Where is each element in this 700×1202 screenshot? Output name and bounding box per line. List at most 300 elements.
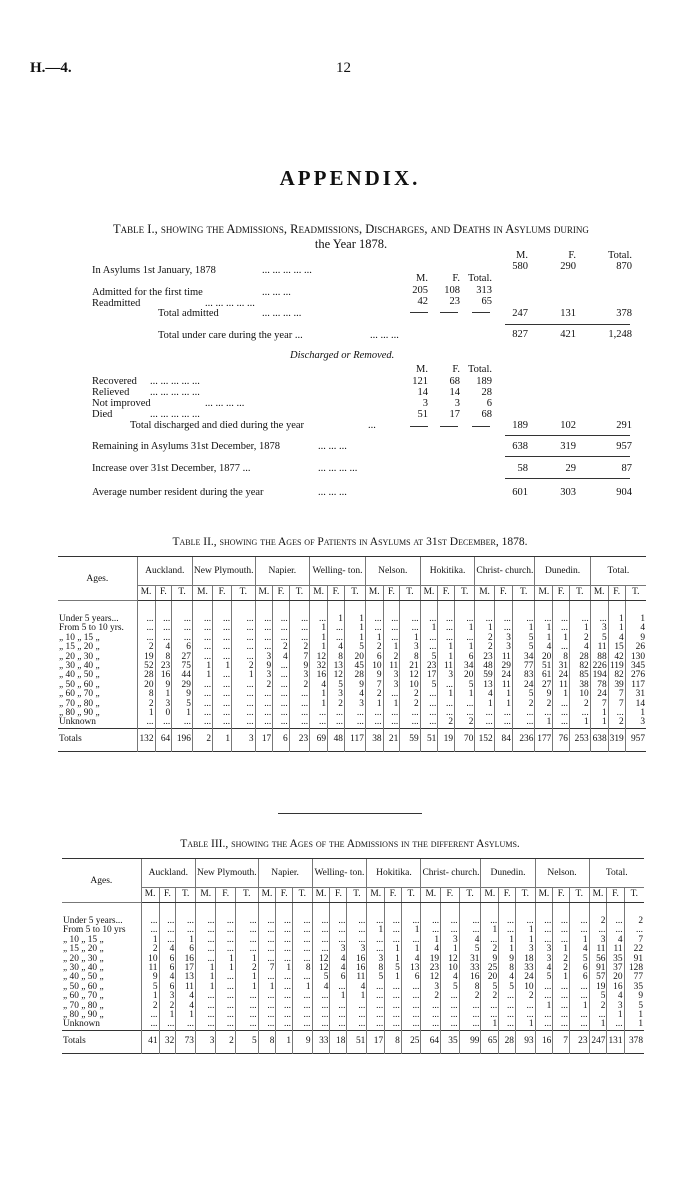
total-value: 18 [330, 1030, 347, 1053]
total-value: 65 [481, 1030, 499, 1053]
cell-value: 3 [438, 671, 455, 680]
sex-header: M. [589, 888, 607, 903]
table-row [62, 936, 644, 945]
cell-value: 1 [438, 643, 455, 652]
cell-value: 2 [589, 917, 607, 926]
cell-value: ... [569, 992, 589, 1001]
cell-value: 9 [481, 955, 499, 964]
cell-value: 2 [141, 1002, 159, 1011]
sex-header: F. [608, 586, 625, 601]
cell-value: ... [420, 615, 438, 624]
cell-value: ... [192, 681, 212, 690]
totals-row [62, 1030, 644, 1053]
total-value: 17 [255, 728, 273, 751]
sex-header: T. [569, 586, 590, 601]
cell-value: ... [438, 709, 455, 718]
cell-value: 2 [255, 681, 273, 690]
cell-value: ... [293, 1020, 312, 1030]
cell-value: 1 [512, 624, 535, 633]
cell-value: ... [385, 917, 402, 926]
cell-value: 1 [176, 936, 196, 945]
cell-value: 33 [515, 964, 535, 973]
cell-value: ... [367, 983, 385, 992]
cell-value: 3 [155, 700, 172, 709]
cell-value: ... [235, 1011, 258, 1020]
cell-value: 28 [137, 671, 155, 680]
total-discharged-f: 102 [560, 420, 576, 431]
cell-value: 16 [607, 983, 624, 992]
table-row [58, 718, 646, 728]
cell-value: 13 [401, 964, 421, 973]
cell-value: ... [608, 709, 625, 718]
cell-value: 3 [590, 624, 608, 633]
total-value: 7 [553, 1030, 570, 1053]
cell-value: 10 [569, 690, 590, 699]
cell-value: ... [176, 926, 196, 935]
discharged-row-m: 51 [417, 409, 428, 420]
cell-value: 6 [159, 983, 176, 992]
cell-value: 5 [420, 681, 438, 690]
cell-value: 1 [590, 709, 608, 718]
total-value: 64 [155, 728, 172, 751]
cell-value: ... [216, 917, 235, 926]
dis-rule-m [410, 426, 428, 427]
table-row [58, 700, 646, 709]
cell-value: ... [289, 624, 309, 633]
cell-value: ... [213, 681, 232, 690]
table-row [62, 1002, 644, 1011]
cell-value: ... [258, 926, 276, 935]
cell-value: ... [494, 709, 512, 718]
cell-value: ... [400, 624, 420, 633]
cell-value: 59 [475, 671, 494, 680]
cell-value: 1 [383, 700, 400, 709]
readmitted-t: 65 [481, 296, 492, 307]
cell-value: ... [213, 700, 232, 709]
cell-value: 78 [590, 681, 608, 690]
cell-value: 1 [172, 709, 193, 718]
cell-value: 12 [310, 653, 328, 662]
cell-value: ... [276, 945, 293, 954]
cell-value: 1 [607, 1011, 624, 1020]
discharged-row-f: 17 [449, 409, 460, 420]
cell-value: ... [137, 615, 155, 624]
cell-value: 4 [328, 643, 345, 652]
cell-value: 52 [137, 662, 155, 671]
sex-header: F. [159, 888, 176, 903]
cell-value: ... [172, 718, 193, 728]
cell-value: ... [213, 690, 232, 699]
cell-value: ... [255, 615, 273, 624]
cell-value: ... [172, 634, 193, 643]
table-row [62, 926, 644, 935]
cell-value: 6 [455, 653, 475, 662]
cell-value: ... [420, 700, 438, 709]
cell-value: 3 [383, 671, 400, 680]
cell-value: ... [312, 1011, 330, 1020]
cell-value: 1 [344, 615, 365, 624]
cell-value: ... [367, 992, 385, 1001]
cell-value: 119 [609, 661, 624, 672]
cell-value: 5 [141, 983, 159, 992]
cell-value: ... [258, 992, 276, 1001]
cell-value: ... [420, 634, 438, 643]
cell-value: 24 [590, 690, 608, 699]
cell-value: 1 [455, 690, 475, 699]
table-row [62, 992, 644, 1001]
cell-value: ... [312, 917, 330, 926]
cell-value: 3 [289, 671, 309, 680]
cell-value: ... [365, 615, 383, 624]
cell-value: 1 [455, 624, 475, 633]
cell-value: 3 [494, 643, 512, 652]
total-value: 38 [365, 728, 383, 751]
ages-header: Ages. [62, 859, 141, 903]
cell-value: 1 [475, 700, 494, 709]
cell-value: ... [385, 992, 402, 1001]
asylum-header: Napier. [255, 557, 310, 586]
cell-value: ... [365, 718, 383, 728]
discharged-row-dots: ... ... ... ... [205, 398, 245, 409]
section-divider [278, 813, 422, 814]
cell-value: 13 [475, 681, 494, 690]
cell-value: 4 [535, 964, 553, 973]
cell-value: 1 [569, 1002, 589, 1011]
in-asylums-m: 580 [512, 261, 528, 272]
total-value: 638 [590, 728, 608, 751]
cell-value: 3 [255, 653, 273, 662]
cell-value: 130 [625, 653, 646, 662]
cell-value: ... [258, 1011, 276, 1020]
cell-value: 1 [494, 690, 512, 699]
cell-value: ... [289, 690, 309, 699]
appendix-title: APPENDIX. [279, 166, 421, 190]
cell-value: 1 [328, 615, 345, 624]
cell-value: ... [155, 634, 172, 643]
cell-value: 5 [328, 681, 345, 690]
total-value: 21 [383, 728, 400, 751]
sex-header: M. [137, 586, 155, 601]
cell-value: 2 [400, 690, 420, 699]
total-value: 9 [293, 1030, 312, 1053]
cell-value: 20 [535, 653, 553, 662]
dis-rule-t [472, 426, 490, 427]
discharged-row-m: 14 [417, 387, 428, 398]
cell-value: 8 [293, 964, 312, 973]
cell-value: ... [512, 615, 535, 624]
cell-value: ... [455, 634, 475, 643]
cell-value: ... [293, 1011, 312, 1020]
cell-value: 1 [624, 1011, 644, 1020]
cell-value: ... [276, 983, 293, 992]
cell-value: 37 [607, 964, 624, 973]
asylum-header: Auckland. [137, 557, 192, 586]
total-value: 51 [420, 728, 438, 751]
sex-header: T. [512, 586, 535, 601]
cell-value: 25 [481, 964, 499, 973]
cell-value: ... [494, 615, 512, 624]
cell-value: 3 [255, 671, 273, 680]
cell-value: 22 [624, 945, 644, 954]
cell-value: ... [276, 1002, 293, 1011]
sum-rule-2 [505, 435, 630, 436]
total-value: 2 [216, 1030, 235, 1053]
cell-value: ... [213, 615, 232, 624]
cell-value: 20 [481, 973, 499, 982]
cell-value: 2 [273, 643, 290, 652]
cell-value: ... [330, 917, 347, 926]
asylum-header: New Plymouth. [195, 859, 258, 888]
cell-value: 1 [213, 662, 232, 671]
cell-value: ... [441, 926, 460, 935]
cell-value: 9 [625, 634, 646, 643]
cell-value: 1 [624, 1020, 644, 1030]
cell-value: ... [607, 926, 624, 935]
cell-value: ... [475, 709, 494, 718]
cell-value: ... [216, 926, 235, 935]
cell-value: 39 [608, 681, 625, 690]
cell-value: 4 [569, 945, 589, 954]
cell-value: 1 [258, 983, 276, 992]
cell-value: 85 [569, 671, 590, 680]
remaining-f: 319 [560, 441, 576, 452]
adm-rule-m [410, 312, 428, 313]
cell-value: 1 [438, 690, 455, 699]
age-label: „ 30 „ 40 „ [59, 661, 100, 672]
cell-value: ... [293, 1002, 312, 1011]
cell-value: 16 [347, 955, 367, 964]
cell-value: 1 [310, 643, 328, 652]
discharged-row-t: 28 [481, 387, 492, 398]
cell-value: 1 [553, 634, 570, 643]
age-label: „ 50 „ 60 „ [59, 679, 100, 690]
total-value: 3 [232, 728, 256, 751]
cell-value: 5 [512, 690, 535, 699]
cell-value: 8 [400, 653, 420, 662]
sex-header: T. [232, 586, 256, 601]
cell-value: ... [192, 634, 212, 643]
sex-header: F. [385, 888, 402, 903]
cell-value: ... [255, 718, 273, 728]
age-label: „ 70 „ 80 „ [63, 1000, 104, 1011]
table-row [62, 1011, 644, 1020]
cell-value: 5 [512, 634, 535, 643]
cell-value: 91 [589, 964, 607, 973]
asylum-header: Welling- ton. [310, 557, 366, 586]
cell-value: ... [383, 634, 400, 643]
cell-value: ... [421, 1020, 441, 1030]
cell-value: ... [494, 624, 512, 633]
cell-value: ... [459, 1011, 481, 1020]
total-value: 5 [235, 1030, 258, 1053]
age-label: „ 50 „ 60 „ [63, 981, 104, 992]
cell-value: 21 [400, 662, 420, 671]
adm-rule-t [472, 312, 490, 313]
cell-value: 35 [624, 983, 644, 992]
cell-value: 42 [608, 653, 625, 662]
age-label: Under 5 years... [59, 614, 119, 624]
cell-value: ... [383, 615, 400, 624]
cell-value: 82 [608, 671, 625, 680]
cell-value: ... [383, 718, 400, 728]
total-value: 2 [192, 728, 212, 751]
average-m: 601 [512, 487, 528, 498]
cell-value: ... [420, 709, 438, 718]
cell-value: 3 [515, 945, 535, 954]
cell-value: ... [438, 700, 455, 709]
cell-value: ... [310, 718, 328, 728]
cell-value: ... [276, 1011, 293, 1020]
cell-value: 6 [176, 945, 196, 954]
cell-value: ... [420, 690, 438, 699]
cell-value: ... [159, 926, 176, 935]
cell-value: ... [475, 615, 494, 624]
increase-m: 58 [517, 463, 528, 474]
cell-value: ... [141, 1011, 159, 1020]
cell-value: 4 [475, 690, 494, 699]
cell-value: 3 [421, 983, 441, 992]
cell-value: ... [273, 671, 290, 680]
cell-value: 4 [499, 973, 516, 982]
cell-value: ... [515, 917, 535, 926]
cell-value: ... [276, 1020, 293, 1030]
cell-value: ... [553, 926, 570, 935]
cell-value: 75 [172, 662, 193, 671]
cell-value: 10 [141, 955, 159, 964]
total-value: 117 [344, 728, 365, 751]
cell-value: ... [401, 1011, 421, 1020]
cell-value: ... [328, 718, 345, 728]
cell-value: ... [137, 718, 155, 728]
cell-value: 7 [590, 700, 608, 709]
cell-value: 20 [607, 973, 624, 982]
cell-value: 34 [512, 653, 535, 662]
running-header-left: H.—4. [30, 60, 72, 76]
cell-value: 77 [512, 662, 535, 671]
cell-value: 11 [383, 662, 400, 671]
cell-value: 4 [330, 964, 347, 973]
cell-value: 1 [235, 983, 258, 992]
cell-value: ... [553, 709, 570, 718]
cell-value: ... [481, 1011, 499, 1020]
cell-value: ... [195, 992, 216, 1001]
cell-value: ... [401, 992, 421, 1001]
remaining-t: 957 [616, 441, 632, 452]
age-label: „ 80 „ 90 „ [59, 708, 100, 719]
total-value: 76 [553, 728, 570, 751]
table-row [62, 1020, 644, 1030]
cell-value: ... [624, 926, 644, 935]
totals-row [58, 728, 646, 751]
total-value: 93 [515, 1030, 535, 1053]
discharged-row-t: 68 [481, 409, 492, 420]
sex-header: M. [192, 586, 212, 601]
adm-head-m: M. [416, 273, 428, 284]
cell-value: ... [328, 709, 345, 718]
cell-value: 19 [589, 983, 607, 992]
table-row [58, 690, 646, 699]
cell-value: ... [330, 1020, 347, 1030]
cell-value: 11 [176, 983, 196, 992]
cell-value: 4 [310, 681, 328, 690]
total-value: 152 [475, 728, 494, 751]
cell-value: 61 [535, 671, 553, 680]
cell-value: ... [400, 718, 420, 728]
cell-value: ... [553, 615, 570, 624]
age-label: „ 40 „ 50 „ [63, 972, 104, 983]
cell-value: 1 [365, 634, 383, 643]
cell-value: ... [569, 1011, 589, 1020]
total-value: 177 [535, 728, 553, 751]
cell-value: ... [553, 917, 570, 926]
total-value: 84 [494, 728, 512, 751]
cell-value: 2 [475, 643, 494, 652]
cell-value: 1 [421, 936, 441, 945]
cell-value: 2 [141, 945, 159, 954]
total-value: 32 [159, 1030, 176, 1053]
cell-value: ... [232, 643, 256, 652]
cell-value: 19 [421, 955, 441, 964]
total-under-care-m: 827 [512, 329, 528, 340]
cell-value: 5 [535, 973, 553, 982]
cell-value: ... [273, 718, 290, 728]
total-value: 6 [273, 728, 290, 751]
cell-value: 1 [195, 964, 216, 973]
in-asylums-t: 870 [616, 261, 632, 272]
cell-value: 31 [459, 955, 481, 964]
cell-value: 6 [401, 973, 421, 982]
cell-value: 18 [515, 955, 535, 964]
cell-value: 24 [515, 973, 535, 982]
cell-value: 9 [365, 671, 383, 680]
cell-value: 4 [347, 983, 367, 992]
cell-value: 4 [459, 936, 481, 945]
age-label: From 5 to 10 yrs [63, 925, 126, 936]
total-value: 8 [258, 1030, 276, 1053]
total-value: 41 [141, 1030, 159, 1053]
table3 [62, 858, 644, 1054]
cell-value: ... [232, 634, 256, 643]
cell-value: 4 [607, 992, 624, 1001]
total-value: 69 [310, 728, 328, 751]
age-label: „ 10 „ 15 „ [59, 632, 100, 643]
total-value: 19 [438, 728, 455, 751]
cell-value: 31 [553, 662, 570, 671]
cell-value: 1 [569, 624, 590, 633]
sex-header: M. [535, 888, 553, 903]
asylum-header: Hokitika. [367, 859, 421, 888]
cell-value: ... [499, 926, 516, 935]
cell-value: 7 [624, 936, 644, 945]
total-value: 17 [367, 1030, 385, 1053]
cell-value: ... [293, 926, 312, 935]
cell-value: 2 [289, 643, 309, 652]
cell-value: 23 [155, 662, 172, 671]
cell-value: 1 [293, 983, 312, 992]
sex-header: M. [258, 888, 276, 903]
age-label: Unknown [63, 1019, 100, 1030]
cell-value: ... [535, 983, 553, 992]
cell-value: 1 [195, 973, 216, 982]
cell-value: 29 [494, 662, 512, 671]
cell-value: 11 [438, 662, 455, 671]
cell-value: ... [569, 917, 589, 926]
cell-value: 1 [385, 945, 402, 954]
total-admitted-m: 247 [512, 308, 528, 319]
sex-header: F. [441, 888, 460, 903]
cell-value: 2 [512, 700, 535, 709]
cell-value: ... [421, 926, 441, 935]
